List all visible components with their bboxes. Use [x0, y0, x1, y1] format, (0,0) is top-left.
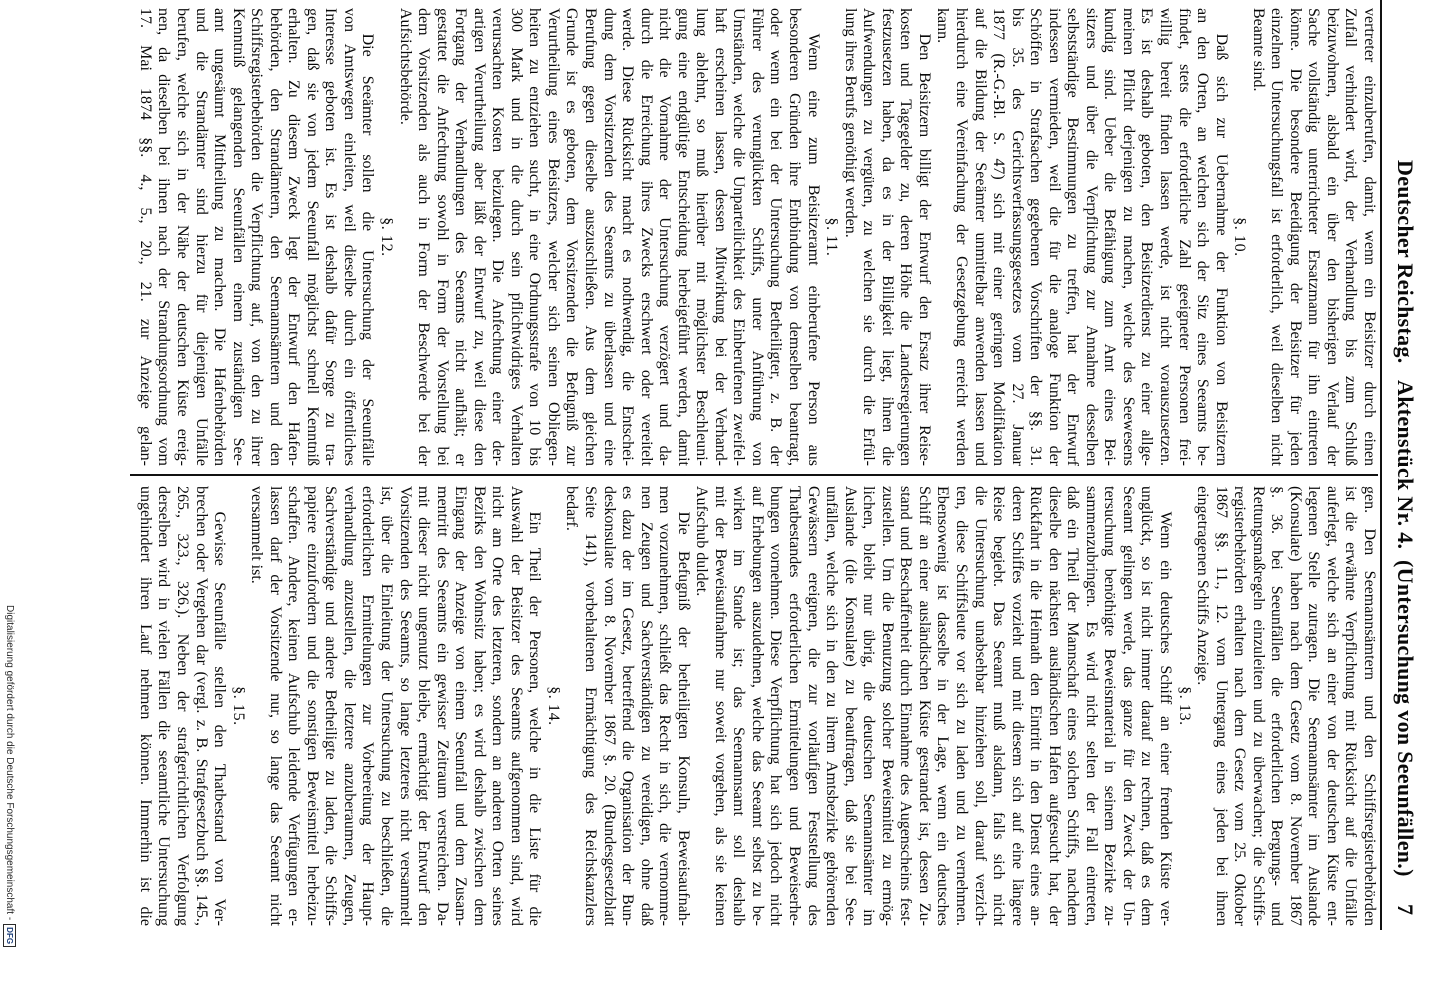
text-line: Rückfahrt in die Heimath den Eintritt in den Dienst eines an- [1027, 486, 1045, 926]
text-line: mentritt des Seeamts ein gewisser Zeitraum verstreichen. Da- [433, 486, 451, 926]
section-heading: §. 10. [1231, 217, 1249, 257]
text-line: wirken im Stande ist; das Seemannsamt soll deshalb [730, 486, 748, 926]
text-line: tersuchung benöthigte Beweismaterial in seinem Bezirke zu- [1101, 486, 1119, 926]
text-line: registerbehörden erhalten nach dem Gesetz vom 25. Oktober [1231, 486, 1249, 926]
text-line: Zufall verhindert wird, der Verhandlung bis zum Schluß [1342, 8, 1360, 466]
text-line: Interesse geboten ist. Es ist deshalb dafür Sorge zu tra- [322, 8, 340, 466]
text-line: Ein Theil der Personen, welche in die Liste für die [526, 511, 544, 926]
text-line: Reise begiebt. Das Seeamt muß alsdann, falls sich nicht [990, 486, 1008, 926]
text-line: deskonsulate vom 8. November 1867 §. 20. (Bundesgesetzblatt [600, 486, 618, 926]
text-line: bedarf. [563, 486, 581, 531]
text-line: Die Befugniß der betheiligten Konsuln, Beweisaufnah- [674, 511, 692, 926]
text-line: 1877 (R.-G.-Bl. S. 47) sich mit einer geringen Modifikation [990, 8, 1008, 466]
text-line: nicht die Vornahme der Untersuchung verzögert und da- [656, 8, 674, 466]
text-line: 300 Mark und in die durch sein pflichtwidriges Verhalten [507, 8, 525, 466]
text-line: 1867 §§. 11., 12. vom Untergang eines jeden bei ihnen [1212, 486, 1230, 926]
text-line: Grunde ist es geboten, dem Vorsitzenden die Befugniß zur [563, 8, 581, 466]
text-line: vertreter einzuberufen, damit, wenn ein Beisitzer durch einen [1361, 8, 1378, 466]
section-heading: §. 13. [1175, 686, 1193, 726]
text-line: und die Strandämter sind hierzu für diejenigen Unfälle [192, 8, 210, 466]
text-line: werde. Diese Rücksicht macht es nothwendig, die Entschei- [619, 8, 637, 466]
text-line: von Amtswegen einleiten, weil dieselbe durch ein öffentliches [340, 8, 358, 466]
header-subject: (Untersuchung von Seeunfällen.) [1393, 560, 1418, 877]
paragraph [135, 8, 376, 466]
text-line: amt ungesäumt Mittheilung zu machen. Die Hafenbehörden [211, 8, 229, 466]
text-line: ten, diese Schiffsleute vor sich zu laden und zu vernehmen. [952, 486, 970, 926]
section-heading: §. 11. [823, 217, 841, 257]
text-line: Bezirks den Wohnsitz haben; es wird deshalb zwischen dem [470, 486, 488, 926]
section-heading: §. 12. [378, 217, 396, 257]
paragraph [933, 8, 1230, 466]
paragraph [1248, 8, 1378, 466]
text-line: haft erscheinen lassen, dessen Mitwirkung bei der Verhand- [711, 8, 729, 466]
text-line: verhandlung anzustellen, die letztere anzuberaumen, Zeugen, [340, 486, 358, 926]
digitization-note-text: Digitalisierung gefördert durch die Deutsche Forschungsgemeinschaft - [4, 605, 16, 921]
digitization-note [2, 605, 18, 947]
text-line: deren Schiffes vorzieht und mit diesem sich auf eine längere [1008, 486, 1026, 926]
text-line: Schiff an einer ausländischen Küste gestrandet ist, dessen Zu- [915, 486, 933, 926]
text-line: lassen darf der Vorsitzende nur, so lange das Seeamt nicht [266, 486, 284, 926]
column-divider [130, 474, 1378, 476]
text-line: ist, über die Einleitung der Untersuchung zu beschließen, die [378, 486, 396, 926]
text-line: derselben wird in vielen Fällen die seeamtliche Untersuchung [155, 486, 173, 926]
text-line: an den Orten, an welchen sich der Sitz eines Seeamts be- [1194, 8, 1212, 466]
text-line: einzelnen Untersuchungsfall ist erforderlich, weil dieselben nicht [1268, 8, 1286, 466]
text-line: meinen Pflicht derjenigen zu machen, welche des Seewesens [1119, 8, 1137, 466]
text-line: gen, daß sie von jedem Seeunfall möglichst schnell Kenntniß [303, 8, 321, 466]
text-line: erforderlichen Ermittelungen zur Vorbereitung der Haupt- [359, 486, 377, 926]
text-line: auf die Bildung der Seeämter unmittelbar anwenden lassen und [971, 8, 989, 466]
text-line: lung ihres Berufs genöthigt werden. [841, 8, 859, 238]
text-line: willig bereit finden lassen werde, ist nicht vorauszusetzen. [1156, 8, 1174, 466]
text-line: besonderen Gründen ihre Entbindung von demselben beantragt, [786, 8, 804, 466]
text-line: legenen Stelle zutragen. Die Seemannsämter im Auslande [1305, 486, 1323, 926]
text-line: findet, stets die erforderliche Zahl geeigneter Personen frei- [1175, 8, 1193, 466]
text-line: Führer des verunglückten Schiffs, unter Anführung von [748, 8, 766, 466]
text-line: Es ist deshalb geboten, den Beisitzerdienst zu einer allge- [1138, 8, 1156, 466]
text-line: Verurtheilung eines Beisitzers, welcher sich seinen Obliegen- [544, 8, 562, 466]
section-heading: §. 15. [229, 686, 247, 726]
left-column [135, 8, 1378, 466]
text-line: heiten zu entziehen sucht, in eine Ordnungsstrafe von 10 bis [526, 8, 544, 466]
text-line: es dazu der im Gesetz, betreffend die Organisation der Bun- [619, 486, 637, 926]
text-line: sitzers und über die Verpflichtung zur Annahme desselben [1082, 8, 1100, 466]
text-line: versammelt ist. [248, 486, 266, 584]
text-line: unfällen, welche sich in den zu ihrem Amtsbezirke gehörenden [823, 486, 841, 926]
section-heading: §. 14. [544, 686, 562, 726]
text-line: Daß sich zur Uebernahme der Funktion von Beisitzern [1212, 33, 1230, 466]
text-line: verursachten Kosten beizulegen. Die Anfechtung einer der- [489, 8, 507, 466]
text-line: hierdurch eine Vereinfachung der Gesetzgebung erreicht werden [952, 8, 970, 466]
text-line: nen Zeugen und Sachverständigen zu vereidigen, ohne daß [637, 486, 655, 926]
text-line: ist die erwähnte Verpflichtung mit Rücksicht auf die Unfälle [1342, 486, 1360, 926]
text-line: beizuwohnen, alsbald ein über den bisherigen Verlauf der [1323, 8, 1341, 466]
text-line: Schöffen in Strafsachen gegebenen Vorschriften der §§. 31. [1027, 8, 1045, 466]
text-line: Gewisse Seeunfälle stellen den Thatbestand von Ver- [211, 511, 229, 926]
text-line: unglückt, so ist nicht immer darauf zu rechnen, daß es dem [1138, 486, 1156, 926]
text-line: bis 35. des Gerichtsverfassungsgesetzes vom 27. Januar [1008, 8, 1026, 466]
text-line: sammenzubringen. Es wird nicht selten der Fall eintreten, [1082, 486, 1100, 926]
text-line: festzusetzen haben, da es in der Billigkeit liegt, ihnen die [878, 8, 896, 466]
text-line: Thatbestandes erforderlichen Ermittelungen und Beweiserhe- [786, 486, 804, 926]
text-line: gung eine endgültige Entscheidung herbeigeführt werden, damit [674, 8, 692, 466]
text-line: lichen, bleibt nur übrig, die deutschen Seemannsämter im [860, 486, 878, 926]
text-line: Den Beisitzern billigt der Entwurf den Ersatz ihrer Reise- [915, 33, 933, 466]
text-line: Rettungsmaßregeln einzuleiten und zu überwachen; die Schiffs- [1249, 486, 1267, 926]
text-line: papiere einzufordern und die sonstigen Beweismittel herbeizu- [303, 486, 321, 926]
text-line: oder wenn ein bei der Untersuchung Betheiligter, z. B. der [767, 8, 785, 466]
text-line: Wenn eine zum Beisitzeramt einberufene Person aus [804, 33, 822, 466]
text-line: behörden, den Strandämtern, den Seemannsämtern und den [266, 8, 284, 466]
text-line: erhalten. Zu diesem Zweck legt der Entwurf den Hafen- [285, 8, 303, 466]
text-line: dung dem Vorsitzenden des Seeamts zu überlassen und eine [600, 8, 618, 466]
text-line: Seite 141), vorbehaltenen Ermächtigung des Reichskanzlers [582, 486, 600, 926]
text-line: gen. Den Seemannsämtern und den Schiffsregisterbehörden [1361, 486, 1378, 926]
header-rule [1380, 0, 1382, 930]
dfg-logo: DFG [4, 924, 17, 947]
text-line: Beamte sind. [1249, 8, 1267, 92]
paragraph [395, 8, 822, 466]
page-number: 7 [1393, 904, 1418, 916]
paragraph [135, 486, 228, 926]
text-line: (Konsulate) haben nach dem Gesetz vom 8. November 1867 [1286, 486, 1304, 926]
text-line: Vorsitzenden des Seeamts, so lange letzteres nicht versammelt [396, 486, 414, 926]
text-line: Auslande (die Konsulate) zu beauftragen, daß sie bei See- [841, 486, 859, 926]
text-line: brechen oder Vergehen dar (vergl. z. B. Strafgesetzbuch §§. 145., [192, 486, 210, 926]
text-line: Berufung gegen dieselbe auszuschließen. Aus dem gleichen [582, 8, 600, 466]
paragraph [692, 486, 1174, 926]
text-line: auferlegt, welche sich an einer von der deutschen Küste ent- [1323, 486, 1341, 926]
text-line: nicht am Orte des letzteren, sondern an anderen Orten seines [489, 486, 507, 926]
paragraph [247, 486, 544, 926]
text-line: artigen Verurtheilung aber läßt der Entwurf zu, weil diese den [470, 8, 488, 466]
text-line: kann. [934, 8, 952, 44]
text-line: Eingang der Anzeige von einem Seeunfall und dem Zusam- [452, 486, 470, 926]
text-line: berufen, welche sich in der Nähe der deutschen Küste ereig- [174, 8, 191, 466]
text-line: Kenntniß gelangenden Seeunfällen einem zuständigen See- [229, 8, 247, 466]
text-line: die Untersuchung unabsehbar hinziehen soll, darauf verzich- [971, 486, 989, 926]
text-line: schaffen. Andere, keinen Aufschub leidende Verfügungen er- [285, 486, 303, 926]
text-line: bungen vornehmen. Diese Verpflichtung hat sich jedoch nicht [767, 486, 785, 926]
text-line: Schiffsregisterbehörden die Verpflichtung auf, von den zu ihrer [248, 8, 266, 466]
text-line: Aufschub duldet. [693, 486, 711, 597]
text-line: Sache vollständig unterrichteter Ersatzmann für ihn eintreten [1305, 8, 1323, 466]
text-line: Ebensowenig ist dasselbe in der Lage, wenn ein deutsches [934, 486, 952, 926]
text-line: Auswahl der Beisitzer des Seeamts aufgenommen sind, wird [507, 486, 525, 926]
text-line: durch die Erreichung ihres Zwecks erschwert oder vereitelt [637, 8, 655, 466]
text-line: 17. Mai 1874 §§. 4., 5., 20., 21. zur Anzeige gelan- [136, 8, 154, 466]
text-line: dem Vorsitzenden als auch in Form der Beschwerde bei der [415, 8, 433, 466]
text-line: nen, da dieselben bei ihnen nach der Strandungsordnung vom [155, 8, 173, 466]
text-line: lung ablehnt, so muß hierüber mit möglichster Beschleuni- [693, 8, 711, 466]
paragraph [840, 8, 933, 466]
text-line: gestattet die Anfechtung sowohl in Form der Vorstellung bei [433, 8, 451, 466]
text-line: Umständen, welche die Unparteilichkeit des Einberufenen zweifel- [730, 8, 748, 466]
text-line: 265., 323., 326.). Neben der strafgerichtlichen Verfolgung [174, 486, 191, 926]
text-line: könne. Die besondere Beeidigung der Beisitzer für jeden [1286, 8, 1304, 466]
text-line: dieselbe den nächsten ausländischen Hafen aufgesucht hat, der [1045, 486, 1063, 926]
text-line: kosten und Tagegelder zu, deren Höhe die Landesregierungen [897, 8, 915, 466]
text-line: Die Seeämter sollen die Untersuchung der Seeunfälle [359, 33, 377, 466]
text-line: auf Erhebungen auszudehnen, welche das Seeamt selbst zu be- [748, 486, 766, 926]
text-line: Aufwendungen zu vergüten, zu welchen sie durch die Erfül- [860, 8, 878, 466]
paragraph [1193, 486, 1378, 926]
header-publication-title: Deutscher Reichstag. [1393, 160, 1418, 364]
text-line: eingetragenen Schiffs Anzeige. [1194, 486, 1212, 686]
text-line: men vorzunehmen, schließt das Recht in sich, die vernomme- [656, 486, 674, 926]
text-line: selbstständige Bestimmungen zu treffen, hat der Entwurf [1064, 8, 1082, 466]
text-line: stand und Beschaffenheit durch Einnahme des Augenscheins fest- [897, 486, 915, 926]
text-line: kundig sind. Ueber die Befähigung zum Amt eines Bei- [1101, 8, 1119, 466]
text-line: daß ein Theil der Mannschaft eines solchen Schiffs, nachdem [1064, 486, 1082, 926]
text-line: Fortgang der Verhandlungen des Seeamts nicht aufhält; er [452, 8, 470, 466]
text-line: indessen vermieden, weil die für die analoge Funktion der [1045, 8, 1063, 466]
text-line: Aufsichtsbehörde. [396, 8, 414, 125]
right-column [135, 486, 1378, 926]
text-line: ungehindert ihren Lauf nehmen können. Immerhin ist die [136, 486, 154, 926]
text-line: Sachverständige und andere Betheiligte zu laden, die Schiffs- [322, 486, 340, 926]
text-line: mit der Beweisaufnahme nur soweit vorgehen, als sie keinen [711, 486, 729, 926]
text-line: Seeamt gelingen werde, das ganze für den Zweck der Un- [1119, 486, 1137, 926]
text-line: Wenn ein deutsches Schiff an einer fremden Küste ver- [1156, 511, 1174, 926]
paragraph [562, 486, 692, 926]
text-line: mit dieser nicht ungenutzt bleibe, ermächtigt der Entwurf den [415, 486, 433, 926]
text-line: Gewässern ereignen, die zur vorläufigen Feststellung des [804, 486, 822, 926]
header-document-number: Aktenstück Nr. 4. [1393, 380, 1418, 550]
text-line: §. 36. bei Seeunfällen die erforderlichen Bergungs- und [1268, 486, 1286, 926]
text-line: zustellen. Um die Benutzung solcher Beweismittel zu ermög- [878, 486, 896, 926]
